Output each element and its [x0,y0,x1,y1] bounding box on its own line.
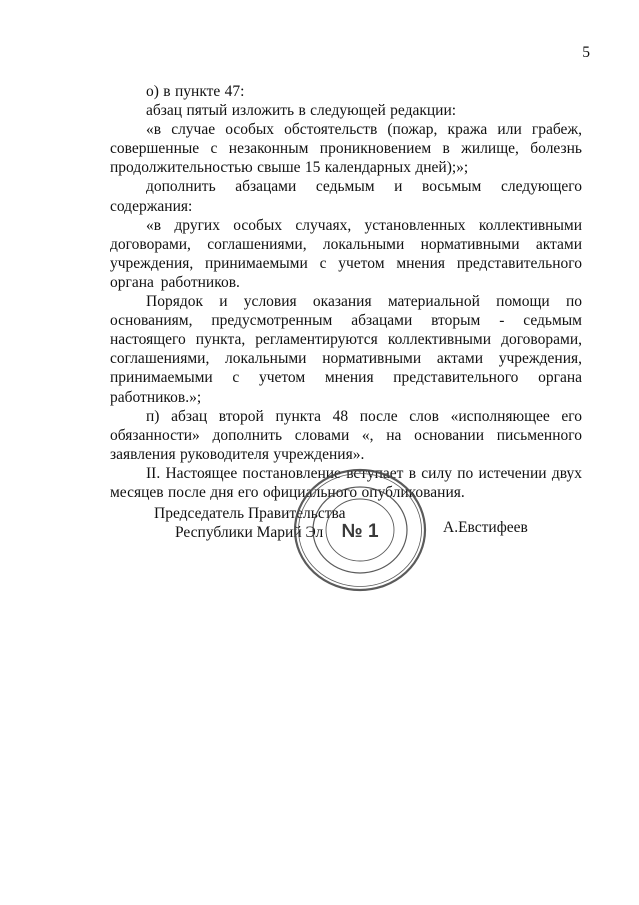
paragraph-quote-circumstances: «в случае особых обстоятельств (пожар, кража или грабеж, совершенные с незаконным проникновением в жилище, болезнь продолжительностью свыше 15 календарных дней);»; [110,121,582,177]
signatory-name: А.Евстифеев [443,519,528,536]
paragraph-clause-o: о) в пункте 47: [146,83,245,100]
paragraph-quote-other-cases: «в других особых случаях, установленных коллективными договорами, соглашениями, локальными нормативными актами учреждения, принимаемыми с учетом мнения представительного органа работников. [110,216,582,291]
document-body [110,82,582,502]
paragraph-entry-into-force: II. Настоящее постановление вступает в силу по истечении двух месяцев после дня его официального опубликования. [110,464,582,501]
signatory-position-line-2: Республики Марий Эл [175,524,324,541]
seal-number: № 1 [341,521,379,542]
paragraph-procedure: Порядок и условия оказания материальной помощи по основаниям, предусмотренным абзацами вторым - седьмым настоящего пункта, регламентируются коллективными договорами, соглашениями, локальными нормативными актами учреждения, принимаемыми с учетом мнения представительного органа работников.»; [110,293,582,406]
paragraph-clause-p: п) абзац второй пункта 48 после слов «исполняющее его обязанности» дополнить словами «, на основании письменного заявления руководителя учреждения». [110,407,582,463]
paragraph-instruction: абзац пятый изложить в следующей редакции: [146,102,457,120]
page-number: 5 [582,44,590,61]
signatory-position-line-1: Председатель Правительства [154,505,346,522]
official-seal [293,468,427,592]
paragraph-add-paragraphs: дополнить абзацами седьмым и восьмым следующего содержания: [110,178,582,215]
